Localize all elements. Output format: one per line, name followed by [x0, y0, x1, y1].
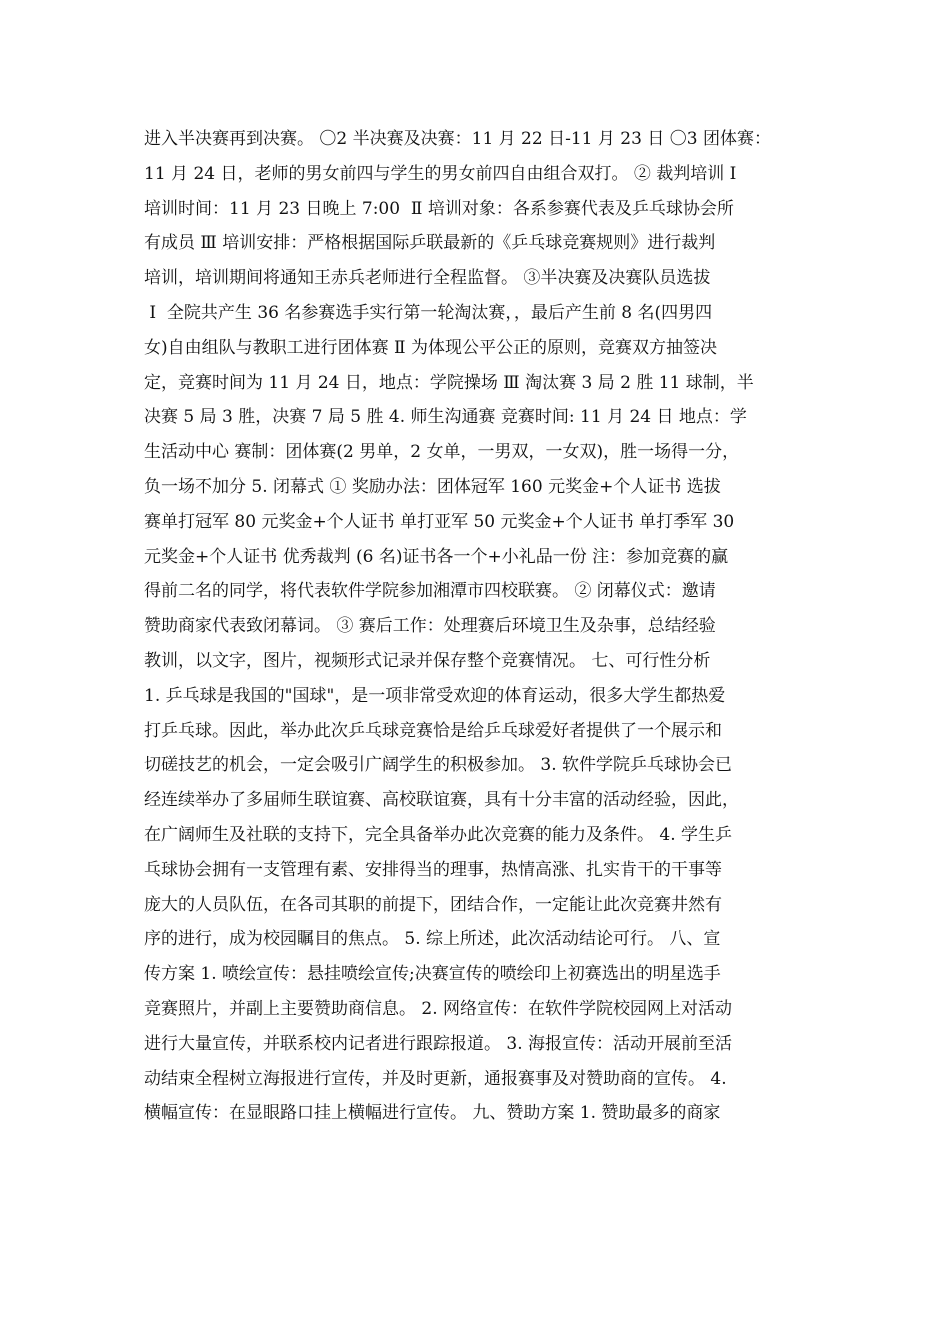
text-line: 得前二名的同学，将代表软件学院参加湘潭市四校联赛。 ② 闭幕仪式：邀请 — [144, 581, 716, 602]
text-line: 定，竞赛时间为 11 月 24 日，地点：学院操场 Ⅲ 淘汰赛 3 局 2 胜 11 球制，半 — [144, 372, 754, 393]
text-line: 1. 乒乓球是我国的"国球"，是一项非常受欢迎的体育运动，很多大学生都热爱 — [144, 685, 726, 706]
text-line: 女)自由组队与教职工进行团体赛 Ⅱ 为体现公平公正的原则，竞赛双方抽签决 — [144, 337, 717, 358]
text-line: 培训，培训期间将通知王赤兵老师进行全程监督。 ③半决赛及决赛队员选拔 — [144, 268, 711, 289]
text-line: 培训时间：11 月 23 日晚上 7:00 Ⅱ 培训对象：各系参赛代表及乒乓球协会所 — [144, 198, 734, 219]
text-line: 动结束全程树立海报进行宣传，并及时更新，通报赛事及对赞助商的宣传。 4. — [144, 1068, 727, 1089]
text-line: 赞助商家代表致闭幕词。 ③ 赛后工作：处理赛后环境卫生及杂事，总结经验 — [144, 616, 716, 637]
text-line: 竞赛照片，并副上主要赞助商信息。 2. 网络宣传：在软件学院校园网上对活动 — [144, 998, 733, 1019]
text-line: 有成员 Ⅲ 培训安排：严格根据国际乒联最新的《乒乓球竞赛规则》进行裁判 — [144, 233, 716, 254]
text-line: 赛单打冠军 80 元奖金+个人证书 单打亚军 50 元奖金+个人证书 单打季军 30 — [144, 511, 735, 532]
text-line: 进入半决赛再到决赛。 〇2 半决赛及决赛：11 月 22 日-11 月 23 日 〇3 团体赛： — [144, 129, 771, 149]
text-line: 乓球协会拥有一支管理有素、安排得当的理事，热情高涨、扎实肯干的干事等 — [144, 859, 722, 880]
text-line: 传方案 1. 喷绘宣传：悬挂喷绘宣传;决赛宣传的喷绘印上初赛选出的明星选手 — [144, 964, 721, 985]
text-line: 负一场不加分 5. 闭幕式 ① 奖励办法：团体冠军 160 元奖金+个人证书 选拔 — [144, 476, 721, 497]
text-line: 庞大的人员队伍，在各司其职的前提下，团结合作，一定能让此次竞赛井然有 — [144, 894, 722, 915]
text-line: 经连续举办了多届师生联谊赛、高校联谊赛，具有十分丰富的活动经验，因此， — [144, 790, 739, 811]
text-line: 打乒乓球。因此，举办此次乒乓球竞赛恰是给乒乓球爱好者提供了一个展示和 — [144, 720, 722, 741]
text-line: 元奖金+个人证书 优秀裁判 (6 名)证书各一个+小礼品一份 注：参加竞赛的赢 — [144, 546, 729, 567]
text-line: 决赛 5 局 3 胜，决赛 7 局 5 胜 4. 师生沟通赛 竞赛时间: 11 月 24 日 地点：学 — [144, 407, 747, 428]
text-line: 11 月 24 日，老师的男女前四与学生的男女前四自由组合双打。 ② 裁判培训 I — [144, 163, 737, 184]
text-line: 生活动中心 赛制：团体赛(2 男单，2 女单，一男双，一女双)，胜一场得一分， — [144, 442, 740, 463]
text-line: 横幅宣传：在显眼路口挂上横幅进行宣传。 九、赞助方案 1. 赞助最多的商家 — [144, 1103, 721, 1124]
text-line: 进行大量宣传，并联系校内记者进行跟踪报道。 3. 海报宣传：活动开展前至活 — [144, 1033, 733, 1054]
body-text — [144, 122, 804, 1131]
text-line: 在广阔师生及社联的支持下，完全具备举办此次竞赛的能力及条件。 4. 学生乒 — [144, 824, 733, 845]
text-line: Ⅰ 全院共产生 36 名参赛选手实行第一轮淘汰赛，，最后产生前 8 名(四男四 — [144, 302, 713, 323]
text-line: 序的进行，成为校园瞩目的焦点。 5. 综上所述，此次活动结论可行。 八、宣 — [144, 929, 721, 950]
text-line: 切磋技艺的机会，一定会吸引广阔学生的积极参加。 3. 软件学院乒乓球协会已 — [144, 755, 733, 776]
text-line: 教训，以文字，图片，视频形式记录并保存整个竞赛情况。 七、可行性分析 — [144, 650, 711, 671]
